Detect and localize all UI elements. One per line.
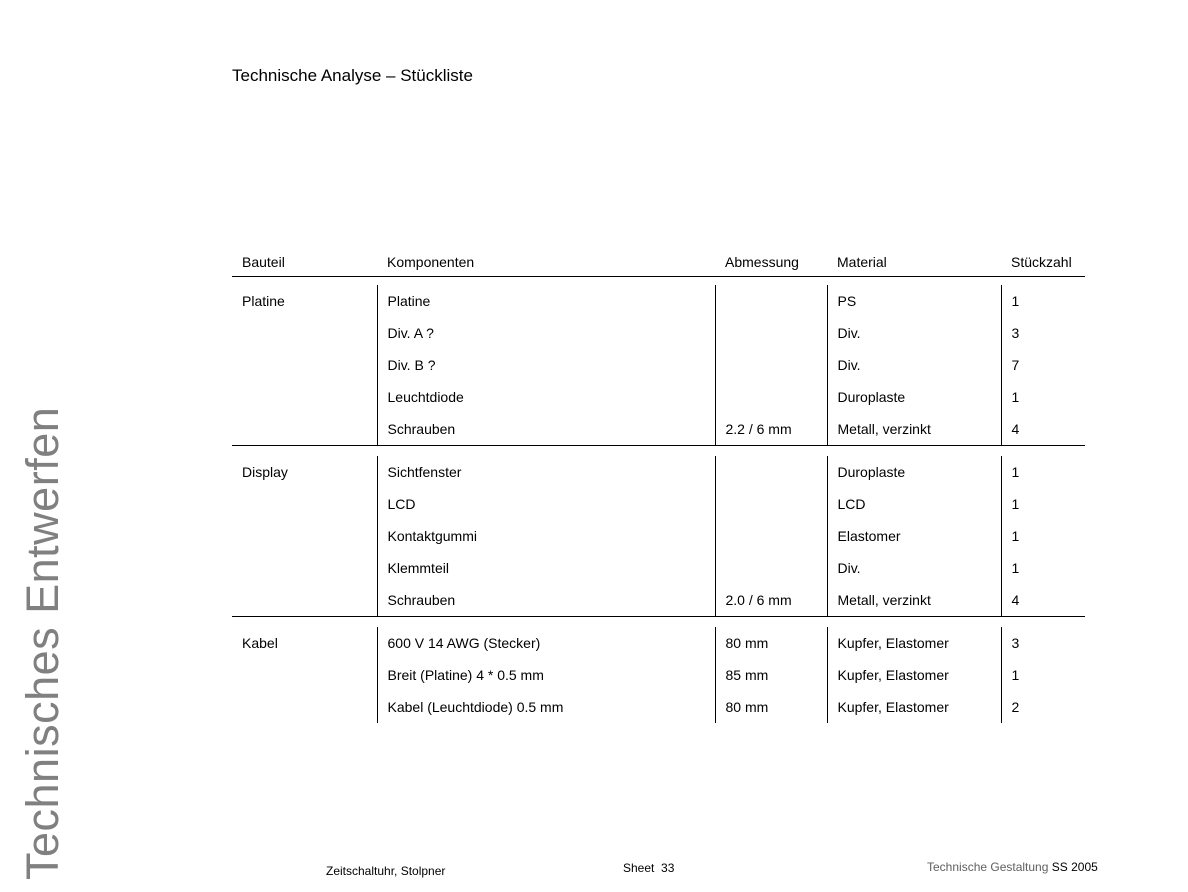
cell-bauteil <box>232 381 377 413</box>
cell-bauteil: Platine <box>242 293 285 309</box>
cell-abmessung: 2.2 / 6 mm <box>715 413 827 446</box>
cell-komponente: Leuchtdiode <box>377 381 715 413</box>
footer-course <box>927 860 1098 874</box>
cell-stueckzahl: 1 <box>1001 552 1085 584</box>
cell-komponente: 600 V 14 AWG (Stecker) <box>377 627 715 659</box>
cell-abmessung <box>715 349 827 381</box>
header-material: Material <box>827 248 1001 277</box>
cell-bauteil <box>232 659 377 691</box>
cell-bauteil <box>232 317 377 349</box>
cell-komponente: Kabel (Leuchtdiode) 0.5 mm <box>377 691 715 723</box>
cell-abmessung: 80 mm <box>715 691 827 723</box>
cell-komponente: Breit (Platine) 4 * 0.5 mm <box>377 659 715 691</box>
cell-material: Elastomer <box>827 520 1001 552</box>
spacer-cell <box>232 446 1085 457</box>
cell-komponente: Schrauben <box>377 584 715 617</box>
cell-stueckzahl: 1 <box>1001 456 1085 488</box>
table-row <box>232 691 1085 723</box>
cell-komponente: Sichtfenster <box>377 456 715 488</box>
table-row <box>232 488 1085 520</box>
cell-bauteil: Display <box>242 464 288 480</box>
table-row <box>232 627 1085 659</box>
cell-material: Metall, verzinkt <box>827 413 1001 446</box>
cell-stueckzahl: 7 <box>1001 349 1085 381</box>
cell-bauteil <box>232 584 377 617</box>
cell-material: Duroplaste <box>827 381 1001 413</box>
footer-term: SS 2005 <box>1051 860 1098 874</box>
spacer-cell <box>232 277 1085 286</box>
header-stueckzahl: Stückzahl <box>1001 248 1085 277</box>
cell-bauteil <box>232 691 377 723</box>
cell-bauteil <box>232 413 377 446</box>
table-row <box>232 349 1085 381</box>
cell-stueckzahl: 2 <box>1001 691 1085 723</box>
spacer-cell <box>232 617 1085 628</box>
table-row <box>232 413 1085 446</box>
cell-material: LCD <box>827 488 1001 520</box>
footer-sheet-label: Sheet <box>623 861 655 875</box>
side-title: Technisches Entwerfen <box>17 406 68 880</box>
cell-material: Kupfer, Elastomer <box>827 627 1001 659</box>
cell-stueckzahl: 1 <box>1001 488 1085 520</box>
cell-abmessung: 80 mm <box>715 627 827 659</box>
cell-material: Metall, verzinkt <box>827 584 1001 617</box>
cell-material: Div. <box>827 349 1001 381</box>
cell-stueckzahl: 3 <box>1001 627 1085 659</box>
cell-material: PS <box>827 285 1001 317</box>
cell-material: Div. <box>827 552 1001 584</box>
cell-stueckzahl: 4 <box>1001 413 1085 446</box>
cell-abmessung <box>715 520 827 552</box>
spacer-row <box>232 277 1085 286</box>
cell-stueckzahl: 1 <box>1001 285 1085 317</box>
footer-project: Zeitschaltuhr, Stolpner <box>326 864 446 878</box>
table-row <box>232 317 1085 349</box>
cell-komponente: Div. A ? <box>377 317 715 349</box>
table-body <box>232 277 1085 724</box>
cell-material: Kupfer, Elastomer <box>827 691 1001 723</box>
page-title: Technische Analyse – Stückliste <box>232 66 473 85</box>
cell-material: Div. <box>827 317 1001 349</box>
header-bauteil: Bauteil <box>232 248 377 277</box>
cell-material: Duroplaste <box>827 456 1001 488</box>
table-row <box>232 285 1085 317</box>
footer-sheet-number: 33 <box>661 861 675 875</box>
table-row <box>232 584 1085 617</box>
cell-komponente: LCD <box>377 488 715 520</box>
cell-komponente: Div. B ? <box>377 349 715 381</box>
cell-komponente: Klemmteil <box>377 552 715 584</box>
cell-stueckzahl: 1 <box>1001 659 1085 691</box>
cell-bauteil <box>232 349 377 381</box>
footer-sheet <box>623 861 674 875</box>
cell-abmessung: 2.0 / 6 mm <box>715 584 827 617</box>
cell-stueckzahl: 1 <box>1001 520 1085 552</box>
cell-material: Kupfer, Elastomer <box>827 659 1001 691</box>
spacer-row <box>232 617 1085 628</box>
cell-stueckzahl: 4 <box>1001 584 1085 617</box>
table-header-row <box>232 248 1085 277</box>
cell-abmessung <box>715 488 827 520</box>
cell-abmessung <box>715 456 827 488</box>
table-row <box>232 552 1085 584</box>
cell-stueckzahl: 1 <box>1001 381 1085 413</box>
cell-bauteil <box>232 488 377 520</box>
spacer-row <box>232 446 1085 457</box>
table-row <box>232 520 1085 552</box>
table-row <box>232 659 1085 691</box>
footer-course-name: Technische Gestaltung <box>927 860 1049 874</box>
cell-abmessung <box>715 552 827 584</box>
cell-bauteil <box>232 520 377 552</box>
cell-komponente: Schrauben <box>377 413 715 446</box>
cell-komponente: Kontaktgummi <box>377 520 715 552</box>
cell-bauteil <box>232 552 377 584</box>
bill-of-materials-table <box>232 248 1085 723</box>
header-abmessung: Abmessung <box>715 248 827 277</box>
table-row <box>232 381 1085 413</box>
cell-abmessung <box>715 317 827 349</box>
header-komponenten: Komponenten <box>377 248 715 277</box>
cell-stueckzahl: 3 <box>1001 317 1085 349</box>
cell-abmessung <box>715 381 827 413</box>
cell-bauteil: Kabel <box>242 635 278 651</box>
cell-abmessung: 85 mm <box>715 659 827 691</box>
cell-abmessung <box>715 285 827 317</box>
cell-komponente: Platine <box>377 285 715 317</box>
table-row <box>232 456 1085 488</box>
